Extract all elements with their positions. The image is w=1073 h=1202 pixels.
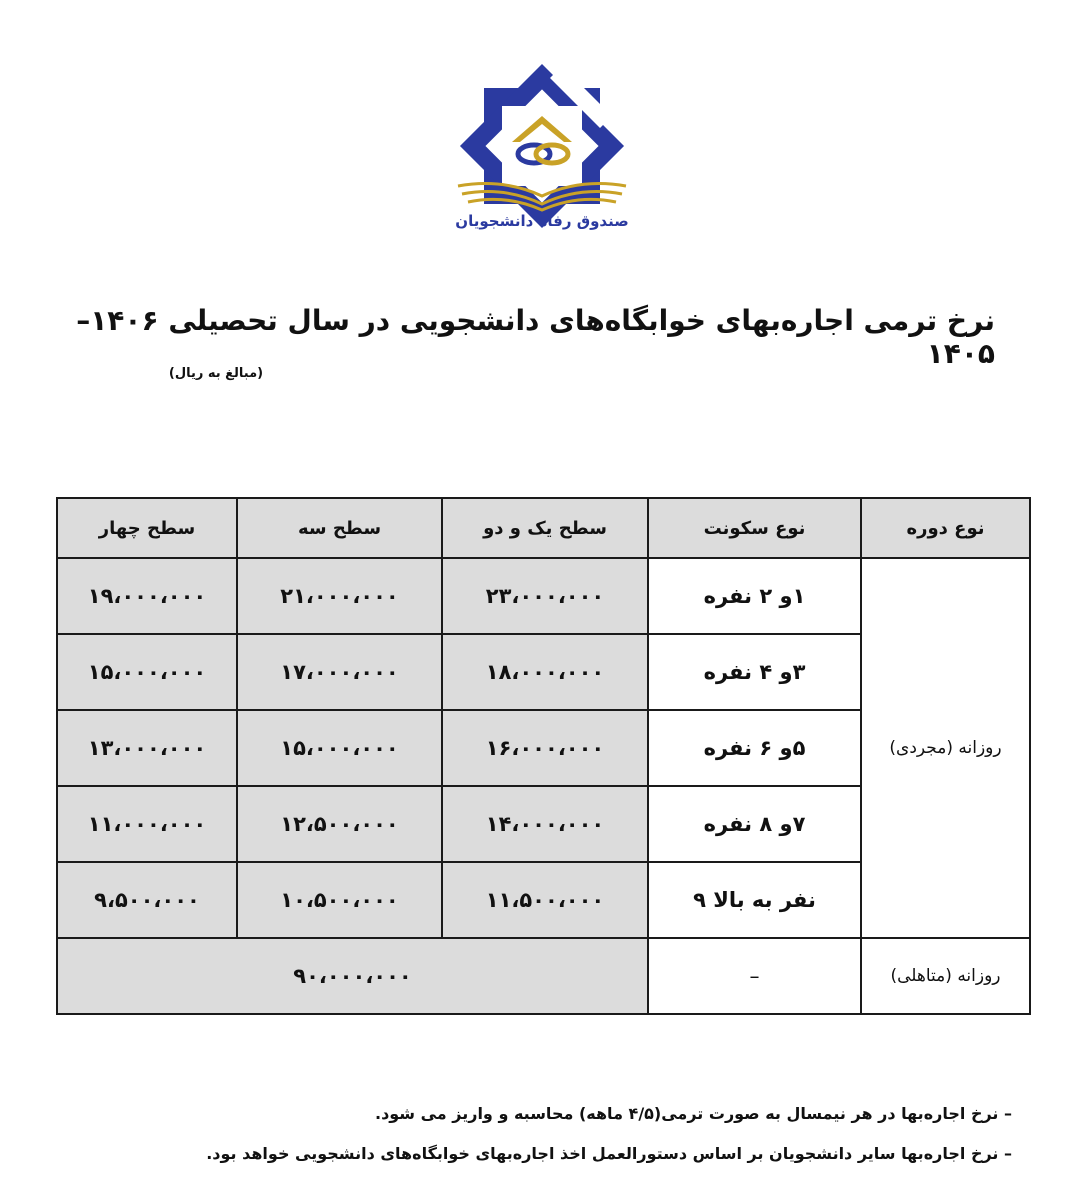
rent-cell: ۲۱،۰۰۰،۰۰۰ [237, 558, 442, 634]
table-row [57, 558, 1030, 634]
rent-table [56, 497, 1031, 1015]
footnotes [100, 1094, 1012, 1174]
rent-cell: ۱۸،۰۰۰،۰۰۰ [442, 634, 648, 710]
page-title: نرخ ترمی اجاره‌بهای خوابگاه‌های دانشجویی در سال تحصیلی ۱۴۰۶–۱۴۰۵ [76, 304, 995, 370]
header-occupancy: نوع سکونت [648, 498, 861, 558]
rent-cell: ۱۰،۵۰۰،۰۰۰ [237, 862, 442, 938]
rent-cell: ۱۹،۰۰۰،۰۰۰ [57, 558, 237, 634]
course-single: روزانه (مجردی) [861, 558, 1030, 938]
logo-text: صندوق رفاه دانشجویان [455, 212, 629, 230]
header-level-1-2: سطح یک و دو [442, 498, 648, 558]
rent-cell: ۱۷،۰۰۰،۰۰۰ [237, 634, 442, 710]
currency-note: (مبالغ به ریال) [168, 366, 264, 381]
rent-cell: ۱۲،۵۰۰،۰۰۰ [237, 786, 442, 862]
rent-cell: ۱۴،۰۰۰،۰۰۰ [442, 786, 648, 862]
rent-cell: ۱۵،۰۰۰،۰۰۰ [237, 710, 442, 786]
rent-cell: ۱۶،۰۰۰،۰۰۰ [442, 710, 648, 786]
occupancy-cell: ۱و ۲ نفره [648, 558, 861, 634]
occupancy-cell: ۳و ۴ نفره [648, 634, 861, 710]
course-married: روزانه (متاهلی) [861, 938, 1030, 1014]
table-row-married [57, 938, 1030, 1014]
header-level-4: سطح چهار [57, 498, 237, 558]
occupancy-cell: – [648, 938, 861, 1014]
rent-cell: ۹،۵۰۰،۰۰۰ [57, 862, 237, 938]
header-course: نوع دوره [861, 498, 1030, 558]
occupancy-cell: ۵و ۶ نفره [648, 710, 861, 786]
rent-cell: ۱۱،۰۰۰،۰۰۰ [57, 786, 237, 862]
header-row [57, 498, 1030, 558]
occupancy-cell: نفر به بالا ۹ [648, 862, 861, 938]
footnote: – نرخ اجاره‌بها سایر دانشجویان بر اساس دستورالعمل اخذ اجاره‌بهای خوابگاه‌های دانشجویی خواهد بود. [206, 1144, 1012, 1163]
rent-cell: ۲۳،۰۰۰،۰۰۰ [442, 558, 648, 634]
footnote: – نرخ اجاره‌بها در هر نیمسال به صورت ترمی(۴/۵ ماهه) محاسبه و واریز می شود. [374, 1104, 1012, 1123]
rent-cell-married: ۹۰،۰۰۰،۰۰۰ [57, 938, 648, 1014]
header-level-3: سطح سه [237, 498, 442, 558]
rent-cell: ۱۵،۰۰۰،۰۰۰ [57, 634, 237, 710]
rent-cell: ۱۱،۵۰۰،۰۰۰ [442, 862, 648, 938]
rent-cell: ۱۳،۰۰۰،۰۰۰ [57, 710, 237, 786]
occupancy-cell: ۷و ۸ نفره [648, 786, 861, 862]
